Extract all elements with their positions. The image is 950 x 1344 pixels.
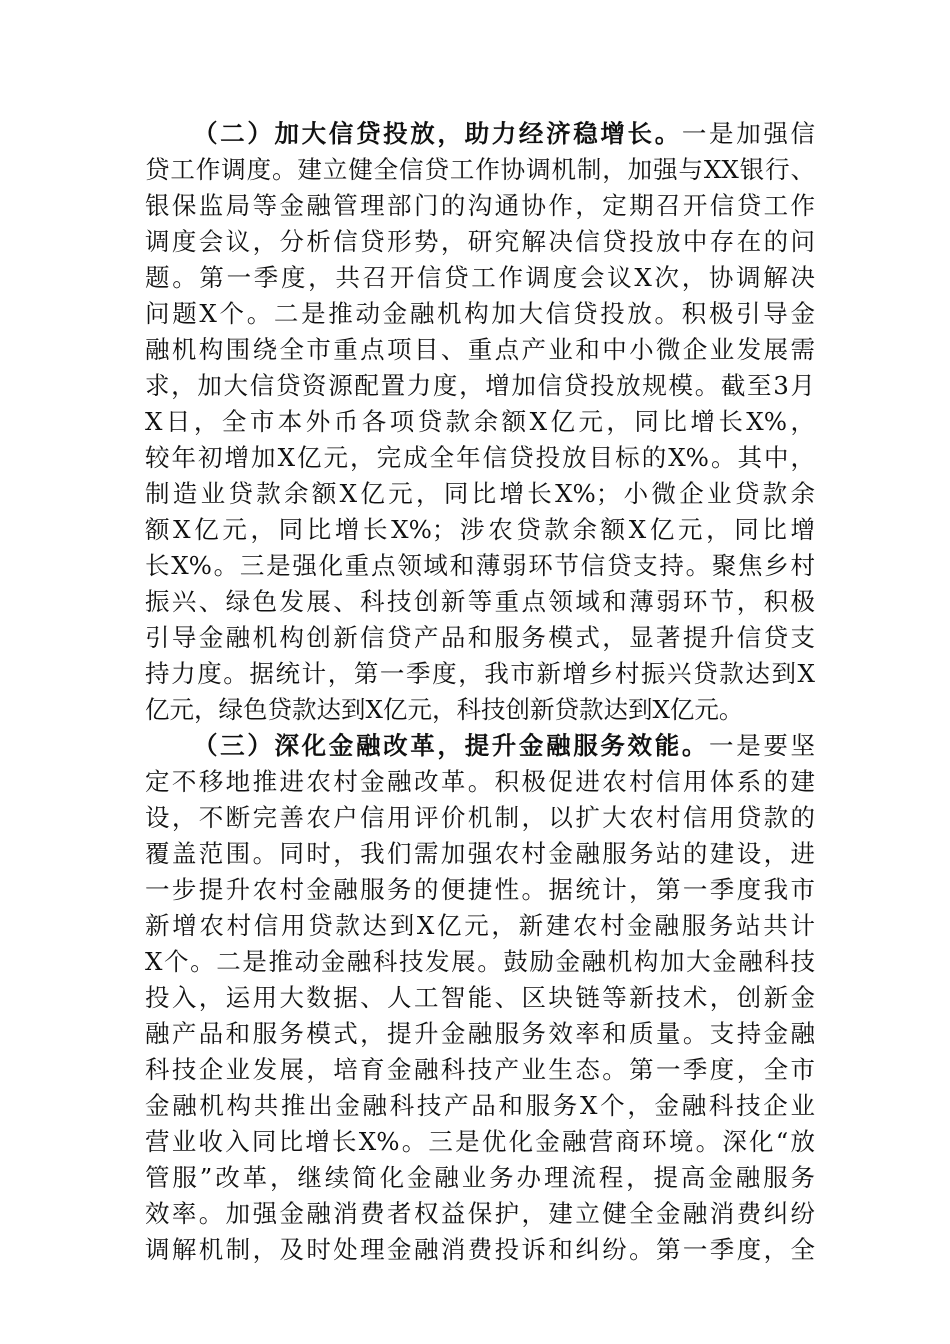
- paragraph-3-line-2: 定不移地推进农村金融改革。积极促进农村信用体系的建: [145, 767, 815, 796]
- paragraph-2-line-7: 融机构围绕全市重点项目、重点产业和中小微企业发展需: [145, 335, 815, 364]
- paragraph-2-heading: （二）加大信贷投放，助力经济稳增长。: [193, 119, 682, 148]
- paragraph-2-line-5: 题。第一季度，共召开信贷工作调度会议X次，协调解决: [145, 263, 815, 292]
- paragraph-2-line-9: X日，全市本外币各项贷款余额X亿元，同比增长X%，: [145, 407, 815, 436]
- paragraph-2-line-12: 额X亿元，同比增长X%；涉农贷款余额X亿元，同比增: [145, 515, 815, 544]
- paragraph-3-line-1: [193, 728, 815, 764]
- paragraph-2-line-1: [193, 116, 815, 152]
- paragraph-2-line-10: 较年初增加X亿元，完成全年信贷投放目标的X%。其中，: [145, 443, 815, 472]
- paragraph-3-line-14: 效率。加强金融消费者权益保护，建立健全金融消费纠纷: [145, 1199, 815, 1228]
- paragraph-2-line-14: 振兴、绿色发展、科技创新等重点领域和薄弱环节，积极: [145, 587, 815, 616]
- paragraph-3-line-10: 科技企业发展，培育金融科技产业生态。第一季度，全市: [145, 1055, 815, 1084]
- paragraph-3-line-11: 金融机构共推出金融科技产品和服务X个，金融科技企业: [145, 1091, 815, 1120]
- paragraph-3-line-9: 融产品和服务模式，提升金融服务效率和质量。支持金融: [145, 1019, 815, 1048]
- paragraph-2-line-6: 问题X个。二是推动金融机构加大信贷投放。积极引导金: [145, 299, 815, 328]
- paragraph-2-text: 一是加强信: [681, 119, 815, 148]
- paragraph-2-line-2: 贷工作调度。建立健全信贷工作协调机制，加强与XX银行、: [145, 155, 815, 184]
- paragraph-3-line-8: 投入，运用大数据、人工智能、区块链等新技术，创新金: [145, 983, 815, 1012]
- paragraph-2-line-13: 长X%。三是强化重点领域和薄弱环节信贷支持。聚焦乡村: [145, 551, 815, 580]
- paragraph-3-text: 一是要坚: [709, 731, 815, 760]
- paragraph-2-line-16: 持力度。据统计，第一季度，我市新增乡村振兴贷款达到X: [145, 659, 815, 688]
- paragraph-2-line-17: 亿元，绿色贷款达到X亿元，科技创新贷款达到X亿元。: [145, 695, 744, 724]
- paragraph-3-line-13: 管服”改革，继续简化金融业务办理流程，提高金融服务: [145, 1163, 815, 1192]
- paragraph-2-line-4: 调度会议，分析信贷形势，研究解决信贷投放中存在的问: [145, 227, 815, 256]
- paragraph-2-line-11: 制造业贷款余额X亿元，同比增长X%；小微企业贷款余: [145, 479, 815, 508]
- paragraph-2-line-8: 求，加大信贷资源配置力度，增加信贷投放规模。截至3月: [145, 371, 815, 400]
- paragraph-2-line-15: 引导金融机构创新信贷产品和服务模式，显著提升信贷支: [145, 623, 815, 652]
- paragraph-3-line-5: 一步提升农村金融服务的便捷性。据统计，第一季度我市: [145, 875, 815, 904]
- paragraph-3-line-6: 新增农村信用贷款达到X亿元，新建农村金融服务站共计: [145, 911, 815, 940]
- paragraph-3-line-7: X个。二是推动金融科技发展。鼓励金融机构加大金融科技: [145, 947, 815, 976]
- paragraph-3-heading: （三）深化金融改革，提升金融服务效能。: [193, 731, 710, 760]
- paragraph-3-line-4: 覆盖范围。同时，我们需加强农村金融服务站的建设，进: [145, 839, 815, 868]
- paragraph-2-line-3: 银保监局等金融管理部门的沟通协作，定期召开信贷工作: [145, 191, 815, 220]
- paragraph-3-line-15: 调解机制，及时处理金融消费投诉和纠纷。第一季度，全: [145, 1235, 815, 1264]
- paragraph-3-line-3: 设，不断完善农户信用评价机制，以扩大农村信用贷款的: [145, 803, 815, 832]
- paragraph-3-line-12: 营业收入同比增长X%。三是优化金融营商环境。深化“放: [145, 1127, 815, 1156]
